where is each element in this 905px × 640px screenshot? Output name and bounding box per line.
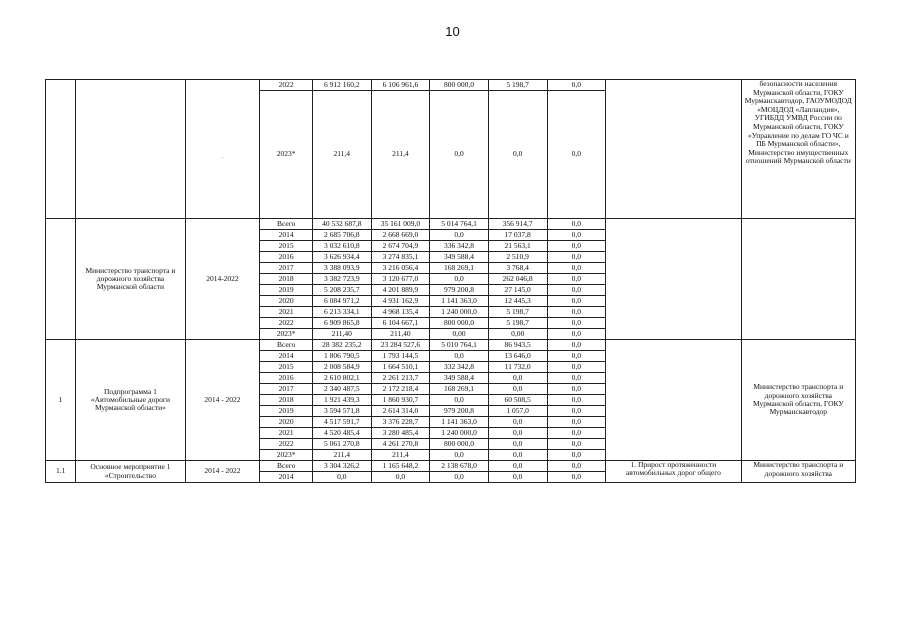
regional-budget-cell: 4 931 162,9	[371, 296, 430, 307]
municipal-budget-cell: 21 563,1	[488, 241, 547, 252]
regional-budget-cell: 2 172 218,4	[371, 384, 430, 395]
ministry-name-cell: Министерство транспорта и дорожного хозяйства Мурманской области	[76, 219, 185, 340]
total-cell: 6 213 334,1	[312, 307, 371, 318]
total-cell: 2 340 487,5	[312, 384, 371, 395]
regional-budget-cell: 2 668 669,0	[371, 230, 430, 241]
other-funds-cell: 0,0	[547, 395, 606, 406]
total-cell: 211,4	[312, 450, 371, 461]
municipal-budget-cell: 60 508,5	[488, 395, 547, 406]
year-cell: 2022	[260, 80, 313, 91]
table-row	[46, 219, 856, 230]
year-cell: 2017	[260, 384, 313, 395]
year-cell: 2016	[260, 373, 313, 384]
federal-budget-cell: 0,0	[430, 91, 489, 219]
indicator-cell	[606, 219, 742, 340]
total-cell: 2 008 584,9	[312, 362, 371, 373]
activity-name-cell: Основное мероприятие 1 «Строительство	[76, 461, 185, 483]
year-cell: 2021	[260, 428, 313, 439]
other-funds-cell: 0,0	[547, 472, 606, 483]
federal-budget-cell: 979 200,8	[430, 406, 489, 417]
federal-budget-cell: 0,0	[430, 274, 489, 285]
year-cell: 2018	[260, 274, 313, 285]
year-cell: 2019	[260, 285, 313, 296]
federal-budget-cell: 800 000,0	[430, 439, 489, 450]
indicator-cell	[606, 340, 742, 461]
executor-cell: Министерство транспорта и дорожного хозяйства	[741, 461, 855, 483]
regional-budget-cell: 4 261 270,8	[371, 439, 430, 450]
total-cell: 211,4	[312, 91, 371, 219]
federal-budget-cell: 2 138 678,0	[430, 461, 489, 472]
row-number-cell: 1.1	[46, 461, 76, 483]
total-cell: 3 304 326,2	[312, 461, 371, 472]
total-cell: 3 382 723,9	[312, 274, 371, 285]
total-cell: 211,40	[312, 329, 371, 340]
federal-budget-cell: 0,00	[430, 329, 489, 340]
year-cell: Всего	[260, 219, 313, 230]
municipal-budget-cell: 0,0	[488, 450, 547, 461]
federal-budget-cell: 0,0	[430, 395, 489, 406]
year-cell: Всего	[260, 461, 313, 472]
period-cell	[185, 80, 260, 219]
year-cell: 2014	[260, 351, 313, 362]
year-cell: 2014	[260, 472, 313, 483]
other-funds-cell: 0,0	[547, 450, 606, 461]
regional-budget-cell: 1 860 930,7	[371, 395, 430, 406]
municipal-budget-cell: 0,0	[488, 91, 547, 219]
total-cell: 3 032 610,8	[312, 241, 371, 252]
municipal-budget-cell: 13 646,0	[488, 351, 547, 362]
year-cell: 2015	[260, 362, 313, 373]
regional-budget-cell: 4 201 889,9	[371, 285, 430, 296]
municipal-budget-cell: 11 732,0	[488, 362, 547, 373]
federal-budget-cell: 800 000,0	[430, 318, 489, 329]
regional-budget-cell: 2 261 213,7	[371, 373, 430, 384]
regional-budget-cell: 3 120 677,0	[371, 274, 430, 285]
executor-cell: безопасности населения Мурманской области, ГОКУ Мурманскавтодор, ГАОУМОДОД «МОЦДОД «Лапландия», УГИБДД УМВД России по Мурманской области, ГОКУ «Управление по делам ГО ЧС и ПБ Мурманской области», Министерство имущественных отношений Мурманской области	[741, 80, 855, 219]
total-cell: 0,0	[312, 472, 371, 483]
federal-budget-cell: 336 342,8	[430, 241, 489, 252]
other-funds-cell: 0,0	[547, 318, 606, 329]
federal-budget-cell: 5 014 764,1	[430, 219, 489, 230]
other-funds-cell: 0,0	[547, 351, 606, 362]
program-financing-table	[45, 79, 856, 483]
regional-budget-cell: 1 664 510,1	[371, 362, 430, 373]
municipal-budget-cell: 5 198,7	[488, 318, 547, 329]
regional-budget-cell: 3 280 485,4	[371, 428, 430, 439]
federal-budget-cell: 332 342,8	[430, 362, 489, 373]
regional-budget-cell: 35 161 009,0	[371, 219, 430, 230]
year-cell: 2023*	[260, 450, 313, 461]
year-cell: 2020	[260, 296, 313, 307]
indicator-cell: 1. Прирост протяженности автомобильных дорог общего	[606, 461, 742, 483]
year-cell: 2014	[260, 230, 313, 241]
total-cell: 3 594 571,8	[312, 406, 371, 417]
year-cell: 2017	[260, 263, 313, 274]
total-cell: 28 382 235,2	[312, 340, 371, 351]
municipal-budget-cell: 262 046,8	[488, 274, 547, 285]
other-funds-cell: 0,0	[547, 373, 606, 384]
year-cell: 2015	[260, 241, 313, 252]
municipal-budget-cell: 0,0	[488, 384, 547, 395]
name-cell	[76, 80, 185, 219]
total-cell: 2 610 802,1	[312, 373, 371, 384]
year-cell: 2016	[260, 252, 313, 263]
other-funds-cell: 0,0	[547, 230, 606, 241]
other-funds-cell: 0,0	[547, 428, 606, 439]
municipal-budget-cell: 0,0	[488, 472, 547, 483]
regional-budget-cell: 2 674 704,9	[371, 241, 430, 252]
total-cell: 1 806 790,5	[312, 351, 371, 362]
year-cell: 2020	[260, 417, 313, 428]
federal-budget-cell: 979 200,8	[430, 285, 489, 296]
period-mark: .	[221, 150, 224, 160]
indicator-cell	[606, 80, 742, 219]
municipal-budget-cell: 0,0	[488, 428, 547, 439]
year-cell: 2023*	[260, 329, 313, 340]
regional-budget-cell: 3 376 228,7	[371, 417, 430, 428]
page-number: 10	[445, 24, 460, 39]
period-cell: 2014 - 2022	[185, 340, 260, 461]
federal-budget-cell: 1 141 363,0	[430, 417, 489, 428]
other-funds-cell: 0,0	[547, 296, 606, 307]
municipal-budget-cell: 12 445,3	[488, 296, 547, 307]
year-cell: 2021	[260, 307, 313, 318]
regional-budget-cell: 1 165 648,2	[371, 461, 430, 472]
federal-budget-cell: 0,0	[430, 351, 489, 362]
year-cell: 2022	[260, 318, 313, 329]
table-row	[46, 461, 856, 472]
executor-cell	[741, 219, 855, 340]
year-cell: 2022	[260, 439, 313, 450]
regional-budget-cell: 3 216 056,4	[371, 263, 430, 274]
other-funds-cell: 0,0	[547, 340, 606, 351]
total-cell: 5 208 235,7	[312, 285, 371, 296]
period-cell: 2014 - 2022	[185, 461, 260, 483]
year-cell: 2023*	[260, 91, 313, 219]
federal-budget-cell: 5 010 764,1	[430, 340, 489, 351]
regional-budget-cell: 211,4	[371, 91, 430, 219]
total-cell: 6 909 865,8	[312, 318, 371, 329]
federal-budget-cell: 0,0	[430, 472, 489, 483]
other-funds-cell: 0,0	[547, 219, 606, 230]
total-cell: 2 685 706,8	[312, 230, 371, 241]
regional-budget-cell: 1 793 144,5	[371, 351, 430, 362]
federal-budget-cell: 1 141 363,0	[430, 296, 489, 307]
federal-budget-cell: 168 269,1	[430, 263, 489, 274]
total-cell: 1 921 439,3	[312, 395, 371, 406]
regional-budget-cell: 6 106 961,6	[371, 80, 430, 91]
regional-budget-cell: 4 968 135,4	[371, 307, 430, 318]
regional-budget-cell: 211,40	[371, 329, 430, 340]
municipal-budget-cell: 0,0	[488, 439, 547, 450]
municipal-budget-cell: 0,0	[488, 373, 547, 384]
other-funds-cell: 0,0	[547, 417, 606, 428]
other-funds-cell: 0,0	[547, 307, 606, 318]
municipal-budget-cell: 1 057,0	[488, 406, 547, 417]
other-funds-cell: 0,0	[547, 406, 606, 417]
year-cell: 2018	[260, 395, 313, 406]
other-funds-cell: 0,0	[547, 362, 606, 373]
federal-budget-cell: 0,0	[430, 450, 489, 461]
other-funds-cell: 0,0	[547, 439, 606, 450]
regional-budget-cell: 3 274 835,1	[371, 252, 430, 263]
municipal-budget-cell: 0,0	[488, 461, 547, 472]
federal-budget-cell: 800 000,0	[430, 80, 489, 91]
other-funds-cell: 0,0	[547, 252, 606, 263]
federal-budget-cell: 349 588,4	[430, 373, 489, 384]
municipal-budget-cell: 0,00	[488, 329, 547, 340]
municipal-budget-cell: 3 768,4	[488, 263, 547, 274]
total-cell: 3 626 934,4	[312, 252, 371, 263]
year-cell: Всего	[260, 340, 313, 351]
federal-budget-cell: 349 588,4	[430, 252, 489, 263]
total-cell: 4 517 591,7	[312, 417, 371, 428]
federal-budget-cell: 168 269,1	[430, 384, 489, 395]
other-funds-cell: 0,0	[547, 274, 606, 285]
regional-budget-cell: 23 284 527,6	[371, 340, 430, 351]
row-number-cell	[46, 219, 76, 340]
total-cell: 40 532 687,8	[312, 219, 371, 230]
row-number-cell: 1	[46, 340, 76, 461]
regional-budget-cell: 0,0	[371, 472, 430, 483]
other-funds-cell: 0,0	[547, 241, 606, 252]
municipal-budget-cell: 17 037,8	[488, 230, 547, 241]
municipal-budget-cell: 86 943,5	[488, 340, 547, 351]
federal-budget-cell: 0,0	[430, 230, 489, 241]
total-cell: 3 388 093,9	[312, 263, 371, 274]
municipal-budget-cell: 27 145,0	[488, 285, 547, 296]
total-cell: 6 084 971,2	[312, 296, 371, 307]
municipal-budget-cell: 0,0	[488, 417, 547, 428]
federal-budget-cell: 1 240 000,0	[430, 307, 489, 318]
total-cell: 5 061 270,8	[312, 439, 371, 450]
municipal-budget-cell: 5 198,7	[488, 80, 547, 91]
table-row	[46, 340, 856, 351]
executor-cell: Министерство транспорта и дорожного хозяйства Мурманской области, ГОКУ Мурманскавтодор	[741, 340, 855, 461]
regional-budget-cell: 211,4	[371, 450, 430, 461]
total-cell: 4 520 485,4	[312, 428, 371, 439]
other-funds-cell: 0,0	[547, 285, 606, 296]
year-cell: 2019	[260, 406, 313, 417]
municipal-budget-cell: 2 510,9	[488, 252, 547, 263]
other-funds-cell: 0,0	[547, 461, 606, 472]
federal-budget-cell: 1 240 000,0	[430, 428, 489, 439]
subprogram-name-cell: Подпрограмма 1 «Автомобильные дороги Мурманской области»	[76, 340, 185, 461]
table-row	[46, 80, 856, 91]
other-funds-cell: 0,0	[547, 80, 606, 91]
other-funds-cell: 0,0	[547, 384, 606, 395]
other-funds-cell: 0,0	[547, 263, 606, 274]
period-cell: 2014-2022	[185, 219, 260, 340]
municipal-budget-cell: 5 198,7	[488, 307, 547, 318]
other-funds-cell: 0,0	[547, 91, 606, 219]
municipal-budget-cell: 356 914,7	[488, 219, 547, 230]
regional-budget-cell: 2 614 314,0	[371, 406, 430, 417]
row-number-cell	[46, 80, 76, 219]
total-cell: 6 912 160,2	[312, 80, 371, 91]
other-funds-cell: 0,0	[547, 329, 606, 340]
regional-budget-cell: 6 104 667,1	[371, 318, 430, 329]
